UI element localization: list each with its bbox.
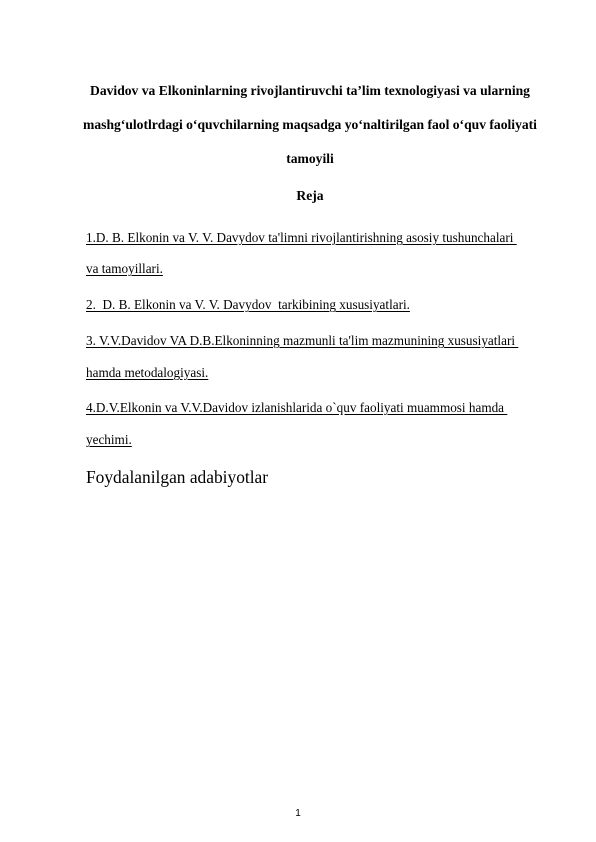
title-line-3: tamoyili <box>286 151 334 166</box>
plan-item-1-line-1: 1.D. B. Elkonin va V. V. Davydov ta'limni rivojlantirishning asosiy tushunchalari <box>86 230 517 245</box>
plan-heading: Reja <box>296 188 324 203</box>
plan-item-1-line-2: va tamoyillari. <box>86 261 163 276</box>
plan-item-4-line-1: 4.D.V.Elkonin va V.V.Davidov izlanishlarida o`quv faoliyati muammosi hamda <box>86 400 508 415</box>
references-heading: Foydalanilgan adabiyotlar <box>86 467 269 487</box>
plan-item-3-line-2: hamda metodalogiyasi. <box>86 365 209 380</box>
title-line-1: Davidov va Elkoninlarning rivojlantiruvchi ta’lim texnologiyasi va ularning <box>90 83 530 98</box>
plan-item-3-line-1: 3. V.V.Davidov VA D.B.Elkoninning mazmunli ta'lim mazmunining xususiyatlari <box>86 333 519 348</box>
title-line-2: mashg‘ulotlrdagi o‘quvchilarning maqsadga yo‘naltirilgan faol o‘quv faoliyati <box>83 117 537 132</box>
page-number: 1 <box>295 808 301 819</box>
plan-item-2-line-1: 2. D. B. Elkonin va V. V. Davydov tarkibining xususiyatlari. <box>86 297 410 312</box>
plan-item-4-line-2: yechimi. <box>86 432 132 447</box>
